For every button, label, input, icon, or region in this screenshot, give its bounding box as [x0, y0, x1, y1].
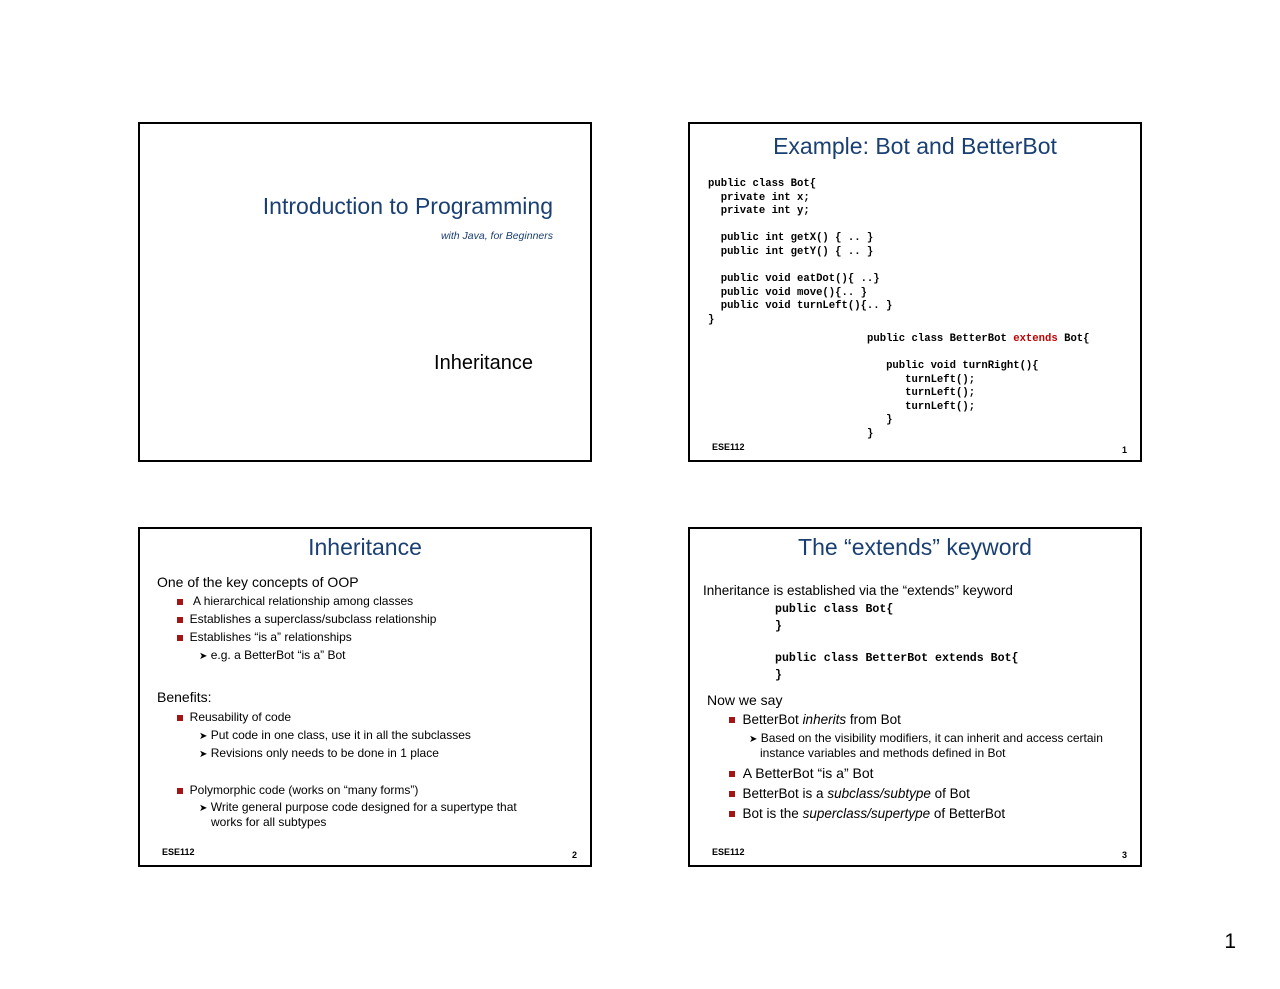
bullet-text: A hierarchical relationship among classes — [193, 594, 414, 608]
betterbot-code-head — [867, 333, 1090, 347]
bullet-square-icon — [177, 788, 183, 794]
bullet-text: e.g. a BetterBot “is a” Bot — [210, 648, 346, 662]
slide-title: The “extends” keyword — [798, 534, 1032, 560]
slide-extends-keyword — [688, 527, 1142, 867]
page-number: 1 — [1224, 930, 1236, 953]
slide-title — [138, 122, 592, 462]
sub-bullet-item — [199, 800, 517, 814]
intro-text: One of the key concepts of OOP — [157, 574, 359, 590]
slide-number: 2 — [571, 850, 577, 860]
sub-bullet-item — [199, 746, 439, 760]
arrow-bullet-icon: ➤ — [199, 651, 208, 662]
course-title: Introduction to Programming — [262, 193, 553, 219]
bullet-text: BetterBot — [742, 712, 803, 727]
bullet-text: Establishes a superclass/subclass relationship — [189, 612, 437, 626]
bot-code-snippet: public class Bot{ } — [775, 603, 894, 633]
bullet-text: Establishes “is a” relationships — [189, 630, 352, 644]
bullet-text: from Bot — [846, 712, 901, 727]
slide-number: 3 — [1121, 850, 1127, 860]
code-text: public class BetterBot — [867, 333, 1014, 345]
bullet-text: Reusability of code — [189, 710, 292, 724]
bullet-item — [177, 710, 291, 724]
arrow-bullet-icon: ➤ — [199, 803, 208, 814]
bullet-item — [729, 806, 1005, 821]
bot-code-block: public class Bot{ private int x; private int y; public int getX() { .. } public int getY() { .. } public void eatDot(){ ..} public void move(){.. } public void turnLeft(){.. } } — [708, 178, 893, 326]
bullet-square-icon — [729, 771, 735, 777]
betterbot-code-snippet: public class BetterBot extends Bot{ } — [775, 652, 1019, 682]
bullet-item — [729, 765, 874, 781]
slide-number: 1 — [1121, 445, 1127, 455]
slide-footer: ESE112 — [712, 442, 745, 452]
slide-footer: ESE112 — [712, 847, 745, 857]
slide-footer: ESE112 — [162, 847, 195, 857]
bullet-item — [729, 712, 901, 727]
bullet-text: Based on the visibility modifiers, it can inherit and access certain — [760, 731, 1103, 745]
arrow-bullet-icon: ➤ — [749, 734, 758, 745]
bullet-square-icon — [729, 811, 735, 817]
sub-bullet-item — [749, 731, 1103, 745]
bullet-item — [729, 786, 970, 801]
bullet-text: Revisions only needs to be done in 1 place — [210, 746, 439, 760]
bullet-square-icon — [729, 791, 735, 797]
sub-bullet-item — [199, 648, 345, 662]
bullet-square-icon — [177, 635, 183, 641]
bullet-text: Write general purpose code designed for a supertype that — [210, 800, 517, 814]
emphasis-text: superclass/supertype — [802, 806, 931, 821]
code-text: Bot{ — [1057, 333, 1090, 345]
bullet-text-continued: works for all subtypes — [211, 815, 327, 829]
bullet-text: Bot is the — [742, 806, 803, 821]
bullet-text: Put code in one class, use it in all the subclasses — [210, 728, 471, 742]
bullet-square-icon — [177, 599, 183, 605]
intro-text: Inheritance is established via the “extends” keyword — [703, 583, 1013, 598]
benefits-heading: Benefits: — [157, 689, 212, 705]
emphasis-text: inherits — [802, 712, 847, 727]
course-subtitle: with Java, for Beginners — [440, 230, 553, 242]
bullet-item — [177, 783, 418, 797]
bullet-text: Polymorphic code (works on “many forms”) — [189, 783, 419, 797]
bullet-text: of BetterBot — [930, 806, 1006, 821]
bullet-item — [177, 612, 436, 626]
slide-example — [688, 122, 1142, 462]
slide-title: Example: Bot and BetterBot — [773, 133, 1057, 159]
bullet-item — [177, 630, 352, 644]
sub-bullet-item — [199, 728, 471, 742]
bullet-text: BetterBot is a — [742, 786, 828, 801]
now-we-say-text: Now we say — [707, 692, 783, 708]
slide-title: Inheritance — [308, 534, 422, 560]
bullet-text-continued: instance variables and methods defined in Bot — [760, 746, 1006, 760]
extends-keyword: extends — [1013, 333, 1058, 345]
bullet-text: of Bot — [930, 786, 970, 801]
lecture-topic: Inheritance — [434, 352, 533, 374]
bullet-item — [177, 594, 413, 608]
bullet-square-icon — [177, 715, 183, 721]
bullet-text: A BetterBot “is a” Bot — [742, 765, 874, 781]
bullet-square-icon — [729, 717, 735, 723]
bullet-square-icon — [177, 617, 183, 623]
arrow-bullet-icon: ➤ — [199, 731, 208, 742]
betterbot-code-body: public void turnRight(){ turnLeft(); turnLeft(); turnLeft(); } } — [867, 360, 1039, 440]
arrow-bullet-icon: ➤ — [199, 749, 208, 760]
slide-inheritance — [138, 527, 592, 867]
emphasis-text: subclass/subtype — [827, 786, 931, 801]
